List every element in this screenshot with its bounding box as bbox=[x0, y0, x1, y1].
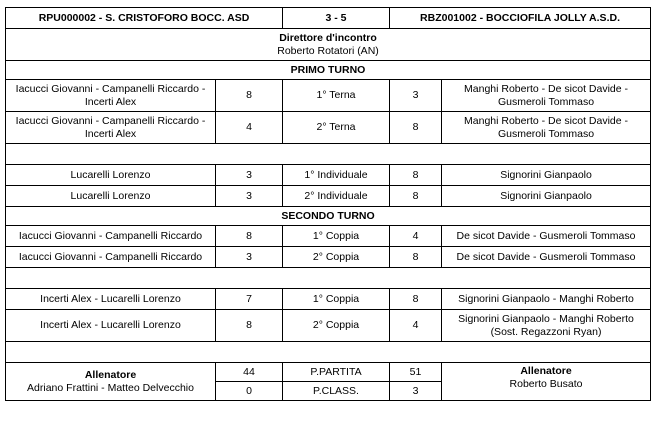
away-score: 8 bbox=[390, 165, 442, 186]
home-score: 8 bbox=[216, 310, 283, 342]
table-row bbox=[6, 80, 651, 112]
game-label: 1° Coppia bbox=[283, 226, 390, 247]
home-score: 8 bbox=[216, 80, 283, 112]
home-score: 3 bbox=[216, 165, 283, 186]
home-coach-cell bbox=[6, 363, 216, 401]
home-players: Lucarelli Lorenzo bbox=[6, 165, 216, 186]
game-label: 2° Coppia bbox=[283, 247, 390, 268]
director-name: Roberto Rotatori (AN) bbox=[277, 44, 379, 57]
home-players bbox=[6, 80, 216, 112]
away-players: Signorini Gianpaolo bbox=[442, 165, 651, 186]
home-players: Iacucci Giovanni - Campanelli Riccardo bbox=[6, 247, 216, 268]
home-players bbox=[6, 112, 216, 144]
away-partita-points: 51 bbox=[390, 363, 442, 382]
away-players: Signorini Gianpaolo - Manghi Roberto bbox=[442, 289, 651, 310]
home-players-line: Incerti Alex bbox=[84, 127, 137, 140]
home-partita-points: 44 bbox=[216, 363, 283, 382]
away-coach-name: Roberto Busato bbox=[509, 378, 583, 390]
game-label: 2° Individuale bbox=[283, 186, 390, 207]
away-score: 3 bbox=[390, 80, 442, 112]
away-players-line: Gusmeroli Tommaso bbox=[497, 95, 595, 108]
away-players: De sicot Davide - Gusmeroli Tommaso bbox=[442, 226, 651, 247]
match-score: 3 - 5 bbox=[283, 8, 390, 29]
away-score: 8 bbox=[390, 186, 442, 207]
home-team: RPU000002 - S. CRISTOFORO BOCC. ASD bbox=[6, 8, 283, 29]
section-title: PRIMO TURNO bbox=[6, 61, 651, 80]
away-players: Signorini Gianpaolo bbox=[442, 186, 651, 207]
home-score: 7 bbox=[216, 289, 283, 310]
table-row bbox=[6, 310, 651, 342]
game-label: 2° Coppia bbox=[283, 310, 390, 342]
away-score: 4 bbox=[390, 310, 442, 342]
match-report-table bbox=[5, 7, 651, 401]
away-score: 8 bbox=[390, 289, 442, 310]
away-players-line: Manghi Roberto - De sicot Davide - bbox=[464, 82, 629, 95]
away-coach-cell bbox=[442, 363, 651, 401]
away-score: 4 bbox=[390, 226, 442, 247]
table-row bbox=[6, 247, 651, 268]
header-row bbox=[6, 8, 651, 29]
table-row bbox=[6, 186, 651, 207]
spacer-cell bbox=[6, 144, 651, 165]
section-primo-turno bbox=[6, 61, 651, 80]
table-row bbox=[6, 112, 651, 144]
home-players-line: Incerti Alex bbox=[84, 95, 137, 108]
director-row bbox=[6, 29, 651, 61]
partita-label: P.PARTITA bbox=[283, 363, 390, 382]
home-players: Lucarelli Lorenzo bbox=[6, 186, 216, 207]
director-cell bbox=[6, 29, 651, 61]
away-players-line: (Sost. Regazzoni Ryan) bbox=[490, 325, 602, 338]
home-players-line: Iacucci Giovanni - Campanelli Riccardo - bbox=[15, 82, 206, 95]
home-players: Incerti Alex - Lucarelli Lorenzo bbox=[6, 310, 216, 342]
away-players bbox=[442, 80, 651, 112]
director-label: Direttore d'incontro bbox=[279, 31, 377, 44]
home-coach-name: Adriano Frattini - Matteo Delvecchio bbox=[27, 381, 194, 394]
game-label: 1° Coppia bbox=[283, 289, 390, 310]
class-label: P.CLASS. bbox=[283, 382, 390, 401]
away-players bbox=[442, 112, 651, 144]
away-score: 8 bbox=[390, 112, 442, 144]
away-players-line: Manghi Roberto - De sicot Davide - bbox=[464, 114, 629, 127]
game-label: 1° Terna bbox=[283, 80, 390, 112]
away-coach-label: Allenatore bbox=[520, 365, 572, 377]
spacer-row bbox=[6, 342, 651, 363]
spacer-row bbox=[6, 144, 651, 165]
home-players-line: Iacucci Giovanni - Campanelli Riccardo - bbox=[15, 114, 206, 127]
home-players: Iacucci Giovanni - Campanelli Riccardo bbox=[6, 226, 216, 247]
home-class-points: 0 bbox=[216, 382, 283, 401]
away-class-points: 3 bbox=[390, 382, 442, 401]
game-label: 1° Individuale bbox=[283, 165, 390, 186]
home-score: 4 bbox=[216, 112, 283, 144]
home-players: Incerti Alex - Lucarelli Lorenzo bbox=[6, 289, 216, 310]
section-title: SECONDO TURNO bbox=[6, 207, 651, 226]
away-team: RBZ001002 - BOCCIOFILA JOLLY A.S.D. bbox=[390, 8, 651, 29]
spacer-cell bbox=[6, 268, 651, 289]
table-row bbox=[6, 165, 651, 186]
spacer-row bbox=[6, 268, 651, 289]
away-players bbox=[442, 310, 651, 342]
away-score: 8 bbox=[390, 247, 442, 268]
away-players-line: Gusmeroli Tommaso bbox=[497, 127, 595, 140]
home-coach-label: Allenatore bbox=[84, 368, 137, 381]
home-score: 3 bbox=[216, 247, 283, 268]
footer-row-partita bbox=[6, 363, 651, 382]
spacer-cell bbox=[6, 342, 651, 363]
table-row bbox=[6, 226, 651, 247]
away-players: De sicot Davide - Gusmeroli Tommaso bbox=[442, 247, 651, 268]
home-score: 3 bbox=[216, 186, 283, 207]
away-players-line: Signorini Gianpaolo - Manghi Roberto bbox=[458, 312, 634, 325]
table-row bbox=[6, 289, 651, 310]
home-score: 8 bbox=[216, 226, 283, 247]
section-secondo-turno bbox=[6, 207, 651, 226]
game-label: 2° Terna bbox=[283, 112, 390, 144]
